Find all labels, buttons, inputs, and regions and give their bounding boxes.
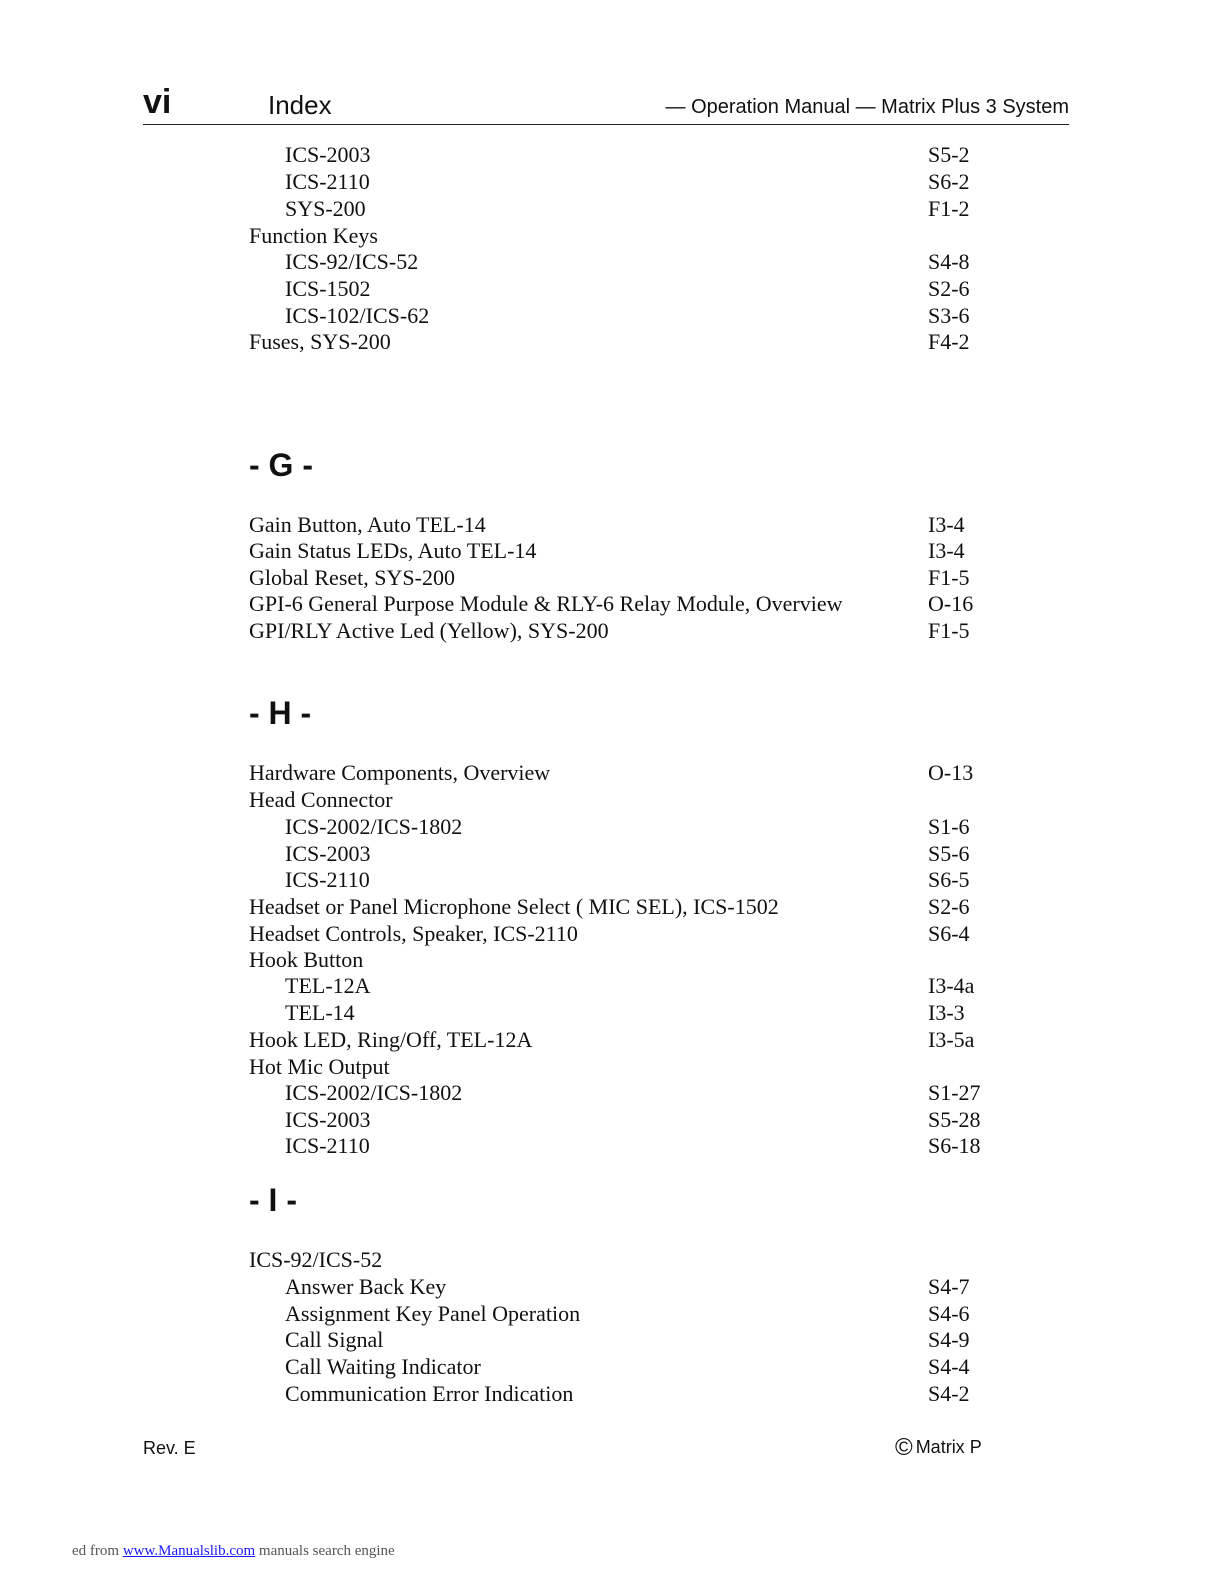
entry-page: F1-5 [928,565,970,590]
manual-title: — Operation Manual — Matrix Plus 3 System [665,96,1069,118]
page-header [143,82,1069,125]
entry-text: SYS-200 [285,196,366,221]
entry-text: Function Keys [249,223,378,248]
entry-text: ICS-102/ICS-62 [285,303,430,328]
entry-text: Hook LED, Ring/Off, TEL-12A [249,1027,533,1052]
watermark-suffix: manuals search engine [255,1543,395,1559]
copyright-icon: © [895,1434,913,1461]
section-heading-g: - G - [249,447,313,483]
entry-page: S5-2 [928,142,970,167]
index-entry [0,1300,1224,1327]
index-entry [0,195,1224,222]
revision-label: Rev. E [143,1438,196,1458]
entry-page: S2-6 [928,276,970,301]
entry-page: S1-6 [928,814,970,839]
entry-text: Gain Status LEDs, Auto TEL-14 [249,538,537,563]
entry-text: ICS-1502 [285,276,371,301]
entry-page: S4-8 [928,249,970,274]
watermark [72,1541,395,1561]
entry-page: S4-7 [928,1274,970,1299]
index-entry [0,1026,1224,1053]
entry-page: F1-5 [928,618,970,643]
index-entry [0,617,1224,644]
entry-text: Head Connector [249,787,393,812]
entry-page: S1-27 [928,1080,981,1105]
index-entry [0,1079,1224,1106]
entry-text: ICS-2003 [285,1107,371,1132]
index-entry [0,893,1224,920]
entry-text: Hot Mic Output [249,1054,390,1079]
index-entry [0,946,1224,973]
entry-text: Call Signal [285,1327,384,1352]
entry-page: S5-28 [928,1107,981,1132]
index-entry [0,564,1224,591]
index-entry [0,168,1224,195]
index-entry [0,920,1224,947]
page-title: Index [268,90,332,120]
index-entry [0,1380,1224,1407]
index-entry [0,1132,1224,1159]
entry-text: GPI-6 General Purpose Module & RLY-6 Relay Module, Overview [249,591,843,616]
entry-page: S6-4 [928,921,970,946]
entry-page: S2-6 [928,894,970,919]
entry-page: O-13 [928,760,974,785]
entry-text: ICS-2110 [285,169,370,194]
section-heading-i: - I - [249,1182,297,1218]
entry-text: Gain Button, Auto TEL-14 [249,512,486,537]
index-entry [0,302,1224,329]
index-entry [0,999,1224,1026]
entry-text: ICS-2002/ICS-1802 [285,814,463,839]
entry-text: Headset Controls, Speaker, ICS-2110 [249,921,578,946]
index-entry [0,759,1224,786]
entry-text: Communication Error Indication [285,1381,574,1406]
entry-text: ICS-2110 [285,1133,370,1158]
index-entry [0,511,1224,538]
index-entry [0,786,1224,813]
index-entry [0,972,1224,999]
index-entry [0,840,1224,867]
entry-text: ICS-2002/ICS-1802 [285,1080,463,1105]
index-entry [0,813,1224,840]
entry-page: S4-2 [928,1381,970,1406]
entry-text: Headset or Panel Microphone Select ( MIC SEL), ICS-1502 [249,894,779,919]
entry-page: S6-18 [928,1133,981,1158]
index-entry [0,1053,1224,1080]
entry-page: I3-3 [928,1000,965,1025]
entry-text: Hardware Components, Overview [249,760,551,785]
entry-text: ICS-2003 [285,142,371,167]
watermark-prefix: ed from [72,1543,123,1559]
index-entry [0,590,1224,617]
entry-page: I3-4 [928,512,965,537]
entry-text: Answer Back Key [285,1274,447,1299]
entry-text: Call Waiting Indicator [285,1354,481,1379]
index-entry [0,141,1224,168]
entry-text: Fuses, SYS-200 [249,329,391,354]
entry-text: TEL-14 [285,1000,355,1025]
index-entry [0,1353,1224,1380]
entry-text: ICS-92/ICS-52 [249,1247,383,1272]
copyright-text: Matrix P [915,1437,982,1457]
entry-text: GPI/RLY Active Led (Yellow), SYS-200 [249,618,609,643]
index-entry [0,222,1224,249]
entry-page: S4-9 [928,1327,970,1352]
index-entry [0,275,1224,302]
entry-page: O-16 [928,591,974,616]
entry-page: S6-2 [928,169,970,194]
entry-text: TEL-12A [285,973,371,998]
index-entry [0,866,1224,893]
entry-text: Assignment Key Panel Operation [285,1301,581,1326]
index-entry [0,328,1224,355]
entry-page: S4-4 [928,1354,970,1379]
watermark-link[interactable]: www.Manualslib.com [122,1543,256,1559]
entry-text: ICS-92/ICS-52 [285,249,419,274]
entry-page: I3-5a [928,1027,975,1052]
entry-page: S5-6 [928,841,970,866]
index-entry [0,537,1224,564]
index-entry [0,1106,1224,1133]
index-entry [0,1326,1224,1353]
index-entry [0,248,1224,275]
entry-page: S4-6 [928,1301,970,1326]
entry-text: Hook Button [249,947,364,972]
section-heading-h: - H - [249,695,312,731]
entry-page: I3-4 [928,538,965,563]
entry-page: S3-6 [928,303,970,328]
copyright-footer [895,1434,982,1461]
page-number: vi [143,83,172,121]
entry-text: ICS-2110 [285,867,370,892]
entry-page: F4-2 [928,329,970,354]
entry-page: F1-2 [928,196,970,221]
entry-text: Global Reset, SYS-200 [249,565,455,590]
entry-page: S6-5 [928,867,970,892]
index-entry [0,1273,1224,1300]
index-entry [0,1246,1224,1273]
entry-page: I3-4a [928,973,975,998]
entry-text: ICS-2003 [285,841,371,866]
